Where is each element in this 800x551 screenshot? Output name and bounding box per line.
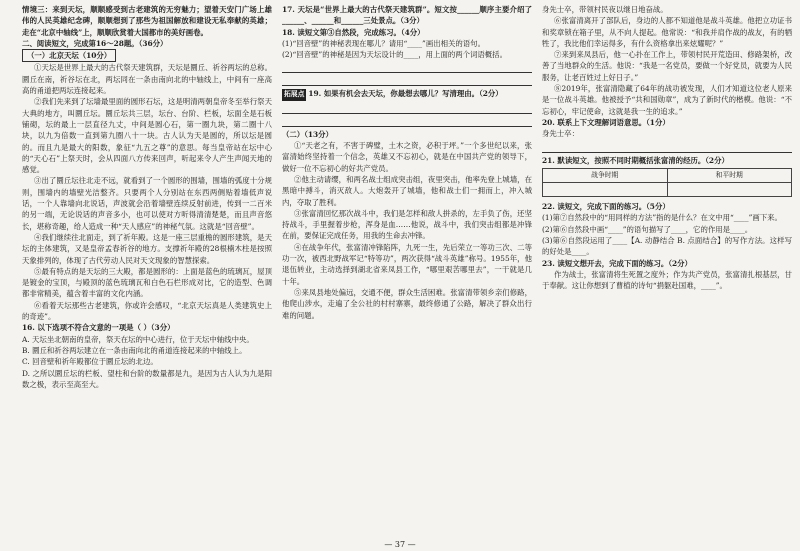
- question-16: 16. 以下选项不符合文意的一项是（ ）（3分）: [22, 323, 175, 333]
- paragraph-4: ④我们继续往北面走，到了祈年殿。这是一座三层重檐的圆形建筑，是天坛的主体建筑，又是皇帝孟春祈谷的地方。支撑祈年殿的28根楠木柱是按照天象排列的，体现了古代劳动人民对天文现象的智慧探索。: [22, 232, 272, 265]
- answer-line[interactable]: [282, 103, 532, 114]
- reading-paragraph-6: ⑥张富清离开了部队后，身边的人都不知道他是战斗英雄。他把立功证书和奖章锁在箱子里，从不向人提起。他常说：“和我并肩作战的战友，有的牺牲了，我比他们幸运得多，有什么资格拿出来炫耀呢？”: [542, 16, 792, 48]
- paragraph-5: ⑤最有特点的是天坛的三大殿，都是圆形的：上面是蓝色的琉璃瓦，屋顶是镀金的宝顶，与殿顶的蓝色琉璃瓦和白色石栏形成对比，它的造型、色调都非常精美，蕴含着丰富的文化内涵。: [22, 266, 272, 299]
- q16-option-c[interactable]: C. 回音壁和祈年殿都位于圜丘坛的北边。: [22, 357, 158, 367]
- extension-tag: 拓展点: [282, 89, 306, 100]
- answer-line[interactable]: [282, 62, 532, 73]
- page-number: — 37 —: [384, 540, 416, 549]
- table-cell-war[interactable]: [543, 183, 668, 197]
- question-18: 18. 读短文第③自然段，完成练习。（4分）: [282, 27, 425, 37]
- answer-line[interactable]: [282, 116, 532, 127]
- right-column: [542, 4, 792, 551]
- reading-paragraph-2: ②他主动请缨，和两名战士组成突击组，夜里突击，他率先登上城墙，在黑暗中搏斗，消灭敌人。大炮轰开了城墙，他和战士们一拥而上，冲入城内，夺取了胜利。: [282, 174, 532, 207]
- q16-option-b[interactable]: B. 圜丘和祈谷两坛建立在一条由南向北的甬道连接起来的中轴线上。: [22, 345, 247, 355]
- question-23: 23. 读短文想开去，完成下面的练习。（2分）: [542, 258, 692, 268]
- reading-paragraph-5: ⑤来凤县地处偏远，交通不便，群众生活困难。张富清带领乡亲们修路，他爬山涉水，走遍了全公社的村村寨寨，最终修通了公路，解决了群众出行难的问题。: [282, 287, 532, 320]
- paragraph-3: ③出了圜丘坛往北走不远，就看到了一个圆形的围墙，围墙的弧度十分规则，围墙内的墙壁光洁整齐。只要两个人分别站在东西两侧贴着墙低声说话，一个人靠墙向北说话，声波就会沿着墙壁连续反射前进，传到一二百米的另一端，无论说话的声音多小，也可以使对方听得清清楚楚，而且声音悠长，堪称奇趣，给人造成一种“天人感应”的神秘气氛。这就是“回音壁”。: [22, 176, 272, 231]
- passage2-title: （二）（13分）: [282, 129, 333, 139]
- reading-paragraph-3: ③张富清回忆那次战斗中，我们是怎样和敌人拼杀的，左手负了伤，还坚持战斗，手里握着步枪，浑身是血……他说，战斗中，我们突击组都是冲锋在前，要保证完成任务，用我的生命去冲锋。: [282, 208, 532, 241]
- section-title: 二、阅读短文，完成第16～28题。（36分）: [22, 38, 168, 48]
- paragraph-6: ⑥看着天坛那些古老建筑，你或许会感叹，“北京天坛真是人类建筑史上的奇迹”。: [22, 300, 272, 322]
- question-17: 17. 天坛是“世界上最大的古代祭天建筑群”。短文按______顺序主要介绍了______、______和______三处景点。（3分）: [282, 5, 532, 26]
- middle-column: [282, 4, 532, 551]
- reading-paragraph-8: ⑧2019年，张富清隐藏了64年的战功被发现，人们才知道这位老人原来是一位战斗英雄。他被授予“共和国勋章”，成为了新时代的楷模。他说：“不忘初心，牢记使命，这就是我一生的追求。”: [542, 84, 792, 116]
- question-20: 20. 联系上下文理解词语意思。（1分）: [542, 117, 670, 127]
- question-23-text: 作为战士，张富清将生死置之度外；作为共产党员，张富清扎根基层，甘于奉献。这让你想到了曹植的诗句“捐躯赴国难，____”。: [542, 269, 792, 291]
- reading-paragraph-4: ④在战争年代，张富清冲锋陷阵，九死一生，先后荣立一等功三次、二等功一次，被西北野战军记“特等功”，两次获得“战斗英雄”称号。1955年，他退伍转业，主动选择到湖北省来凤县工作，“哪里艰苦哪里去”，一干就是几十年。: [282, 242, 532, 286]
- paragraph-1: ①天坛是世界上最大的古代祭天建筑群，天坛是圜丘、祈谷两坛的总称。圜丘在南，祈谷坛在北，两坛同在一条由南向北的中轴线上，中间有一座高高的甬道把两坛连接起来。: [22, 63, 272, 96]
- question-20-word: 身先士卒：: [542, 129, 579, 139]
- question-18-2: (2)“回音壁”的神秘是因为天坛设计的____，用上面的两个词语概括。: [282, 50, 507, 60]
- paragraph-2: ②我们先来到了坛墙最里面的圆形石坛，这是明清两朝皇帝冬至举行祭天大典的地方，叫圜丘坛。圜丘坛共三层，坛台、台阶、栏板，坛面全是石板铺砌，坛的最上一层直径九丈，中间是圆心石，第一圈九块，第二圈十八块，以九为倍数一直到第九圈八十一块。古人认为天是圆的，所以坛是圆的。而且九是最大的阳数，象征“九五之尊”的意思。每当皇帝站在坛中心的“天心石”上祭天时，会从四面八方传来回声，听起来令人产生声闻天地的感觉。: [22, 97, 272, 175]
- table-header-war: 战争时期: [543, 168, 668, 182]
- question-21: 21. 默读短文，按照不同时期概括张富清的经历。（2分）: [542, 155, 729, 165]
- question-22-1: (1)第⑦自然段中的“用同样的方法”指的是什么？在文中用“____”画下来。: [542, 213, 782, 223]
- left-column: [22, 4, 272, 551]
- table-cell-peace[interactable]: [667, 183, 792, 197]
- question-18-1: (1)“回音壁”的神秘表现在哪儿？请用“____”画出相关的语句。: [282, 38, 485, 48]
- question-22-3: (3)第⑥自然段运用了____【A. 动静结合 B. 点面结合】的写作方法。这样写的好处是____。: [542, 236, 792, 257]
- question-22-2: (2)第⑥自然段中画“____”的语句描写了____，它的作用是____。: [542, 224, 753, 234]
- reading-paragraph-1: ①“天老之有，不害于碑璧，土木之资，必积于坪。”一个多世纪以来，张富清始终坚持着一个信念，英雄又不忘初心，就是在中国共产党的领导下，做好一位不忘初心的好共产党员。: [282, 141, 532, 173]
- q16-option-a[interactable]: A. 天坛坐北朝南的皇帝，祭天在坛的中心进行，位于天坛中轴线中央。: [22, 334, 254, 344]
- answer-line[interactable]: [282, 75, 532, 86]
- answer-line[interactable]: [542, 142, 792, 153]
- q16-option-d[interactable]: D. 之所以圜丘坛的栏板、望柱和台阶的数量都是九，是因为古人认为九是阳数之极，表示至高至大。: [22, 368, 272, 389]
- table-header-peace: 和平时期: [667, 168, 792, 182]
- intro-text: 情境三：来到天坛，顺顺感受到古老建筑的无穷魅力；望着天安门广场上雄伟的人民英雄纪念碑，顺顺想到了那些为祖国解放和建设无私奉献的英雄；走在“北京中轴线”上，顺顺欣赏着大国都市的美好画卷。: [22, 5, 272, 37]
- experience-table: [542, 168, 792, 197]
- reading-paragraph-7: ⑦来到来凤县后，他一心扑在工作上，带领村民开荒造田、修路架桥，改善了当地群众的生活。他说：“我是一名党员，要做一个好党员，就要为人民服务，让老百姓过上好日子。”: [542, 50, 792, 82]
- passage1-title: （一）北京天坛（10分）: [22, 49, 116, 62]
- question-19: 19. 如果有机会去天坛，你最想去哪儿？写清理由。（2分）: [308, 89, 503, 99]
- question-22: 22. 读短文，完成下面的练习。（5分）: [542, 202, 670, 212]
- reading-continuation: 身先士卒，带领村民夜以继日地奋战。: [542, 5, 668, 14]
